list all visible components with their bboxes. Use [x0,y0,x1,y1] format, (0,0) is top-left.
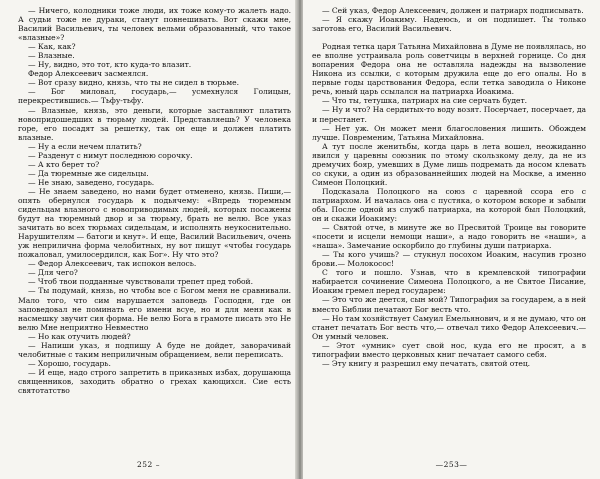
paragraph: — Не знаем заведено, но нами будет отменено, князь. Пиши,— опять обернулся государь к подьячему: «Впредь тюремным сидельцам влазного с новоприводимых людей, которых посажены будут на тюремный двор и за тюрьму, брать не велю. Все указ зачитать во всех тюрьмах сидельцам, и исполнять неукоснительно. Нарушителям — батоги и кнут». И еще, Василий Васильевич, очень уж неприлична форма челобитных, ну вот пишут «чтобы государь пожаловал, умилосердился, как Бог». Ну что это? [18,186,291,260]
paragraph: — Разденут с нимут последнюю сорочку. [28,150,193,160]
paragraph: — Ничего, колодники тоже люди, их тоже кому-то жалеть надо. А судьи тоже не дураки, станут повнешивать. Вот скажи мне, Василий Васильевич, ты человек вельми образованный, что такое «влазные»? [18,6,291,43]
paragraph: — Этот «умник» сует свой нос, куда его не просят, а в типографии вместо церковных книг печатает самого себя. [312,340,586,359]
paragraph: — Сей указ, Федор Алексеевич, должен и патриарх подписывать. [322,6,584,15]
paragraph: — Вот сразу видно, князь, что ты не сидел в тюрьме. [28,78,239,88]
paragraph: — Бог миловал, государь,— усмехнулся Голицын, перекрестившись.— Тьфу-тьфу. [18,87,291,106]
paragraph: — Для чего? [28,268,78,278]
paragraph: А тут после женитьбы, когда царь в лета вошел, неожиданно явился у царевны союзник по этому скользкому делу, да не из дремучих бояр, умевших в Думе лишь подремать да носом клевать со скуки, а один из образованнейших людей на Москве, а именно Симеон Полоцкий. [312,141,586,187]
page-number: 252 – [137,460,160,469]
paragraph: — Влазные, князь, это деньги, которые заставляют платить новопридошедших в тюрьму людей. Представляешь? У человека горе, его посадят за решетку, так он еще и должен платить влазные. [18,105,291,142]
paragraph: — Ну а если нечем платить? [28,141,142,151]
paragraph: — Что ты, тетушка, патриарх на сие серчать будет. [322,96,527,106]
paragraph: Федор Алексеевич засмеялся. [28,69,149,79]
page-number: —253— [435,460,468,469]
paragraph: — Напиши указ, я подпишу А буде не дойдет, заворачивай челобитные с таким неприличным обращением, вели переписать. [18,340,291,359]
paragraph: С того и пошло. Узнав, что в кремлевской типографии набирается сочинение Симеона Полоцкого, а не Святое Писание, Иоаким гремел перед государем: [312,268,586,296]
right-page-text [312,6,586,368]
paragraph: — Не знаю, заведено, государь. [28,177,155,187]
paragraph: — Нет уж. Он может меня благословения лишить. Обождем лучше. Повременим, Татьяна Михайловна. [312,123,586,142]
paragraph: — Чтоб твои подданные чувствовали трепет пред тобой. [28,277,253,287]
paragraph: — Да тюремные же сидельцы. [28,168,149,178]
paragraph: — Это что же деется, сын мой? Типография за государем, а в ней вместо Библии печатают Бог весть что. [312,295,586,314]
left-page-text [18,6,291,395]
paragraph: Подсказала Полоцкого на союз с царевной ссора его с патриархом. И началась она с пустяка, о котором вскоре и забыли оба. После одной из служб патриарха, на которой был Полоцкий, он и скажи Иоакиму: [312,186,586,224]
paragraph: — Святой отче, в минуте же во Пресвятой Троице вы говорите «посети и исцели немощи наши», а надо говорить не «наши», а «наша». Замечание оскорбило до глубины души патриарха. [312,223,586,251]
left-page [0,0,297,479]
paragraph: — Ты подумай, князь, но чтобы все с Богом меня не сравнивали. Мало того, что сим нарушается заповедь Господня, где он заповедовал не поминать его имени всуе, но и для меня как в насмешку звучит сия форма. Не велю Бога в грамоте писать это Не велю Мне неприятно Невместно [18,286,291,332]
paragraph: — Ты кого учишь? — стукнул посохом Иоаким, насупив грозно брови.— Молокосос! [312,250,586,269]
paragraph: — Хорошо, государь. [28,358,111,368]
paragraph: — Но как отучить людей? [28,331,131,341]
paragraph: — И еще, надо строго запретить в приказных избах, дорушающа священников, заходить обратно о грехах кающихся. Сие есть святотатство [18,367,291,395]
paragraph: — Влазные. [28,51,75,61]
paragraph: — А кто берет то? [28,159,100,169]
paragraph: — Эту книгу я разрешил ему печатать, святой отец. [322,358,531,368]
paragraph: — Федор Алексеевич, так испокон велось. [28,259,197,269]
paragraph: — Но там хозяйствует Самуил Емельянович, и я не думаю, что он станет печатать Бог весть что,— отвечал тихо Федор Алексеевич.— Он умный человек. [312,313,586,341]
paragraph: — Ну и что? На сердитых-то воду возят. Посерчает, посерчает, да и перестанет. [312,105,586,124]
right-page [303,0,600,479]
paragraph: Родная тетка царя Татьяна Михайловна в Думе не появлялась, но ее вполне устраивала роль советчицы в верхней горнице. Со дня вопарения Федора она не оставляла надежды на вызволение Никона из ссылки, с которым дружила еще до его опалы. Но в первые годы царствования Федора, если тетка заводила о Никоне речь, юный царь ссылался на патриарха Иоакима. [312,42,586,97]
paragraph: — Как, как? [28,42,76,52]
paragraph: — Я скажу Иоакиму. Надеюсь, и он подпишет. Ты только заготовь его, Василий Васильевич. [312,15,586,34]
paragraph: — Ну, видно, это тот, кто куда-то влазит. [28,60,192,70]
